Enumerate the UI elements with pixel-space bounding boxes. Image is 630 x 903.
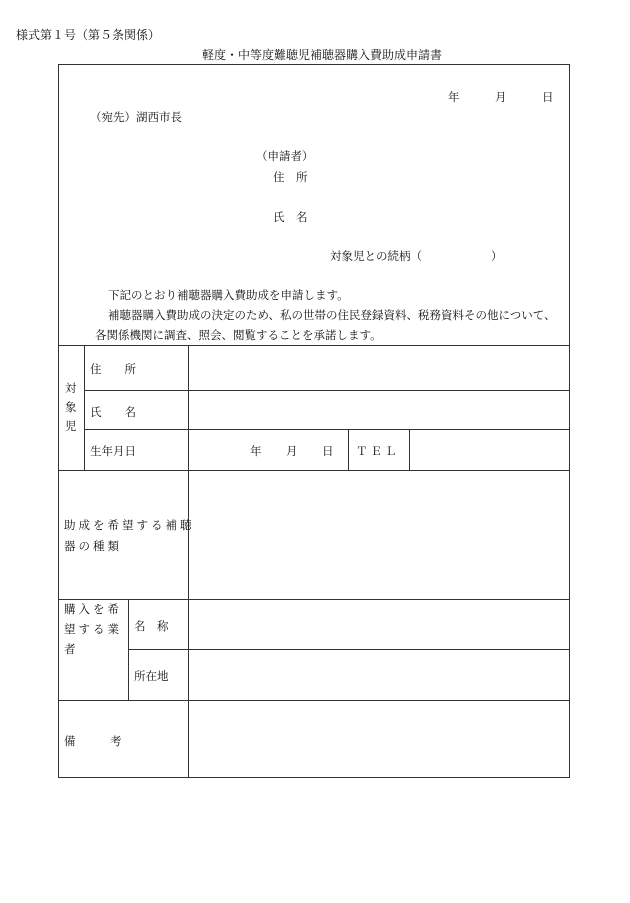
birth-month-label: 月 [286, 444, 298, 458]
child-label-char-3: 児 [65, 419, 77, 433]
tel-label: ＴＥＬ [356, 444, 400, 458]
remarks-label: 備 考 [64, 734, 122, 748]
applicant-address-label: 住 所 [273, 170, 308, 184]
date-month-label: 月 [495, 90, 507, 104]
applicant-name-label: 氏 名 [273, 210, 308, 224]
child-address-label: 住 所 [90, 362, 136, 376]
child-label-char-2: 象 [65, 400, 77, 414]
hearing-aid-type-label-2: 器の種類 [64, 539, 122, 553]
child-column-rule [84, 345, 85, 470]
vendor-location-field[interactable] [189, 650, 569, 699]
child-address-field[interactable] [189, 346, 569, 389]
tel-field[interactable] [410, 430, 569, 469]
birth-day-label: 日 [322, 444, 334, 458]
request-text: 下記のとおり補聴器購入費助成を申請します。 [108, 288, 349, 302]
vendor-label-2: 望する業 [64, 622, 122, 636]
vendor-name-field[interactable] [189, 600, 569, 648]
birth-date-label: 生年月日 [90, 444, 136, 458]
relationship-label: 対象児との続柄（ ） [330, 249, 503, 263]
vendor-label-3: 者 [64, 642, 76, 656]
vendor-label-1: 購入を希 [64, 602, 122, 616]
hearing-aid-type-label-1: 助成を希望する補聴 [64, 518, 195, 532]
birth-year-label: 年 [250, 444, 262, 458]
form-title: 軽度・中等度難聴児補聴器購入費助成申請書 [202, 48, 443, 62]
addressee: （宛先）湖西市長 [90, 110, 182, 124]
child-name-field[interactable] [189, 391, 569, 428]
consent-line-1: 補聴器購入費助成の決定のため、私の世帯の住民登録資料、税務資料その他について、 [108, 308, 556, 322]
hearing-aid-type-field[interactable] [189, 471, 569, 598]
remarks-field[interactable] [189, 701, 569, 777]
date-year-label: 年 [448, 90, 460, 104]
child-name-label: 氏 名 [90, 405, 136, 419]
applicant-heading: （申請者） [256, 149, 314, 163]
date-day-label: 日 [542, 90, 554, 104]
tel-left-rule [348, 429, 349, 470]
consent-line-2: 各関係機関に調査、照会、閲覧することを承諾します。 [95, 328, 382, 342]
vendor-location-label: 所在地 [134, 669, 169, 683]
child-label-char-1: 対 [65, 381, 77, 395]
vendor-name-label: 名 称 [134, 619, 169, 633]
form-number: 様式第１号（第５条関係） [16, 28, 161, 42]
